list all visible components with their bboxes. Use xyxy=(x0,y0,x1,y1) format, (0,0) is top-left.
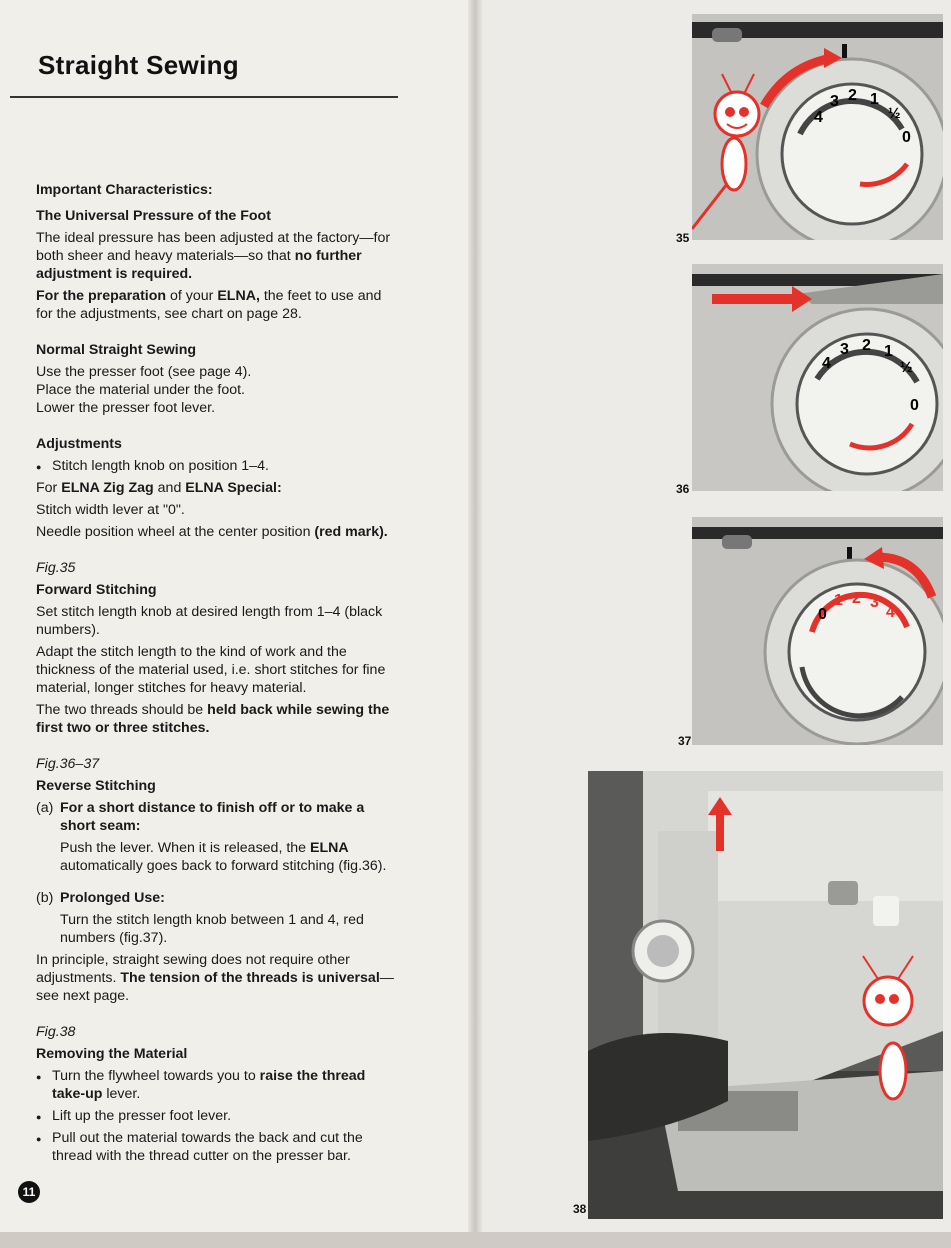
dial-37-3: 3 xyxy=(870,594,879,611)
important-heading: Important Characteristics: xyxy=(36,182,213,198)
page-bottom-edge xyxy=(0,1232,951,1248)
forward-text-3: The two threads should be held back while sewing the first two or three stitches. xyxy=(36,702,390,736)
adjust-bullet: ● Stitch length knob on position 1–4. xyxy=(36,457,394,475)
dial-36-3: 3 xyxy=(840,341,849,358)
dial-37-1: 1 xyxy=(834,592,843,609)
principle-text: In principle, straight sewing does not require other adjustments. The tension of the threads is universal—see next page. xyxy=(36,952,394,1004)
fig-35-label: Fig.35 xyxy=(36,560,76,576)
figure-37-photo xyxy=(692,517,943,745)
dial-36-0: 0 xyxy=(910,397,919,414)
forward-heading: Forward Stitching xyxy=(36,582,157,598)
dial-35-half: ½ xyxy=(888,105,901,122)
dial-37-2: 2 xyxy=(852,590,861,607)
figure-38-caption: 38 xyxy=(573,1202,587,1216)
adjust-models: For ELNA Zig Zag and ELNA Special: xyxy=(36,480,282,496)
dial-36-4: 4 xyxy=(822,355,831,372)
figure-35-caption: 35 xyxy=(676,231,690,245)
dial-35-0: 0 xyxy=(902,129,911,146)
normal-line-1: Use the presser foot (see page 4). xyxy=(36,364,252,380)
fig-36-37-label: Fig.36–37 xyxy=(36,756,100,772)
normal-line-3: Lower the presser foot lever. xyxy=(36,400,216,416)
dial-35-3: 3 xyxy=(830,93,839,110)
figure-35-photo xyxy=(692,14,943,240)
reverse-heading: Reverse Stitching xyxy=(36,778,156,794)
page-title: Straight Sewing xyxy=(38,50,239,80)
dial-35-2: 2 xyxy=(848,87,857,104)
title-rule xyxy=(10,96,398,98)
adjustments-heading: Adjustments xyxy=(36,436,122,452)
figure-37-caption: 37 xyxy=(678,734,692,748)
page-number-badge: 11 xyxy=(18,1181,40,1203)
universal-text: The ideal pressure has been adjusted at the factory—for both sheer and heavy materials—so that no further adjustment is required. xyxy=(36,230,391,282)
instructions-text xyxy=(36,181,394,1169)
fig-38-label: Fig.38 xyxy=(36,1024,76,1040)
remove-bullet-3: ● Pull out the material towards the back and cut the thread with the thread cutter on the presser bar. xyxy=(36,1129,394,1165)
dial-36-2: 2 xyxy=(862,337,871,354)
adjust-needle: Needle position wheel at the center position (red mark). xyxy=(36,524,388,540)
dial-36-1: 1 xyxy=(884,343,893,360)
book-spine xyxy=(468,0,482,1235)
dial-36-half: ½ xyxy=(900,359,913,376)
remove-bullet-2: ● Lift up the presser foot lever. xyxy=(36,1107,394,1125)
universal-heading: The Universal Pressure of the Foot xyxy=(36,208,271,224)
dial-37-0: 0 xyxy=(818,606,827,623)
dial-37-4: 4 xyxy=(886,604,895,621)
figure-38-photo xyxy=(588,771,943,1219)
forward-text-1: Set stitch length knob at desired length from 1–4 (black numbers). xyxy=(36,604,383,638)
figure-36-photo xyxy=(692,264,943,491)
adjust-width: Stitch width lever at "0". xyxy=(36,502,185,518)
remove-bullet-1: ● Turn the flywheel towards you to raise the thread take-up lever. xyxy=(36,1067,394,1103)
normal-heading: Normal Straight Sewing xyxy=(36,342,197,358)
forward-text-2: Adapt the stitch length to the kind of work and the thickness of the material used, i.e. short stitches for fine material, longer stitches for heavy material. xyxy=(36,644,386,696)
normal-line-2: Place the material under the foot. xyxy=(36,382,245,398)
figure-36-caption: 36 xyxy=(676,482,690,496)
remove-heading: Removing the Material xyxy=(36,1046,188,1062)
preparation-text: For the preparation of your ELNA, the feet to use and for the adjustments, see chart on page 28. xyxy=(36,288,382,322)
reverse-item-a: (a) For a short distance to finish off or to make a short seam: Push the lever. When it is released, the ELNA automatically goes back to forward stitching (fig.36). xyxy=(36,800,387,874)
reverse-item-b: (b) Prolonged Use: Turn the stitch length knob between 1 and 4, red numbers (fig.37). xyxy=(36,890,364,946)
dial-35-4: 4 xyxy=(814,109,823,126)
dial-35-1: 1 xyxy=(870,91,879,108)
